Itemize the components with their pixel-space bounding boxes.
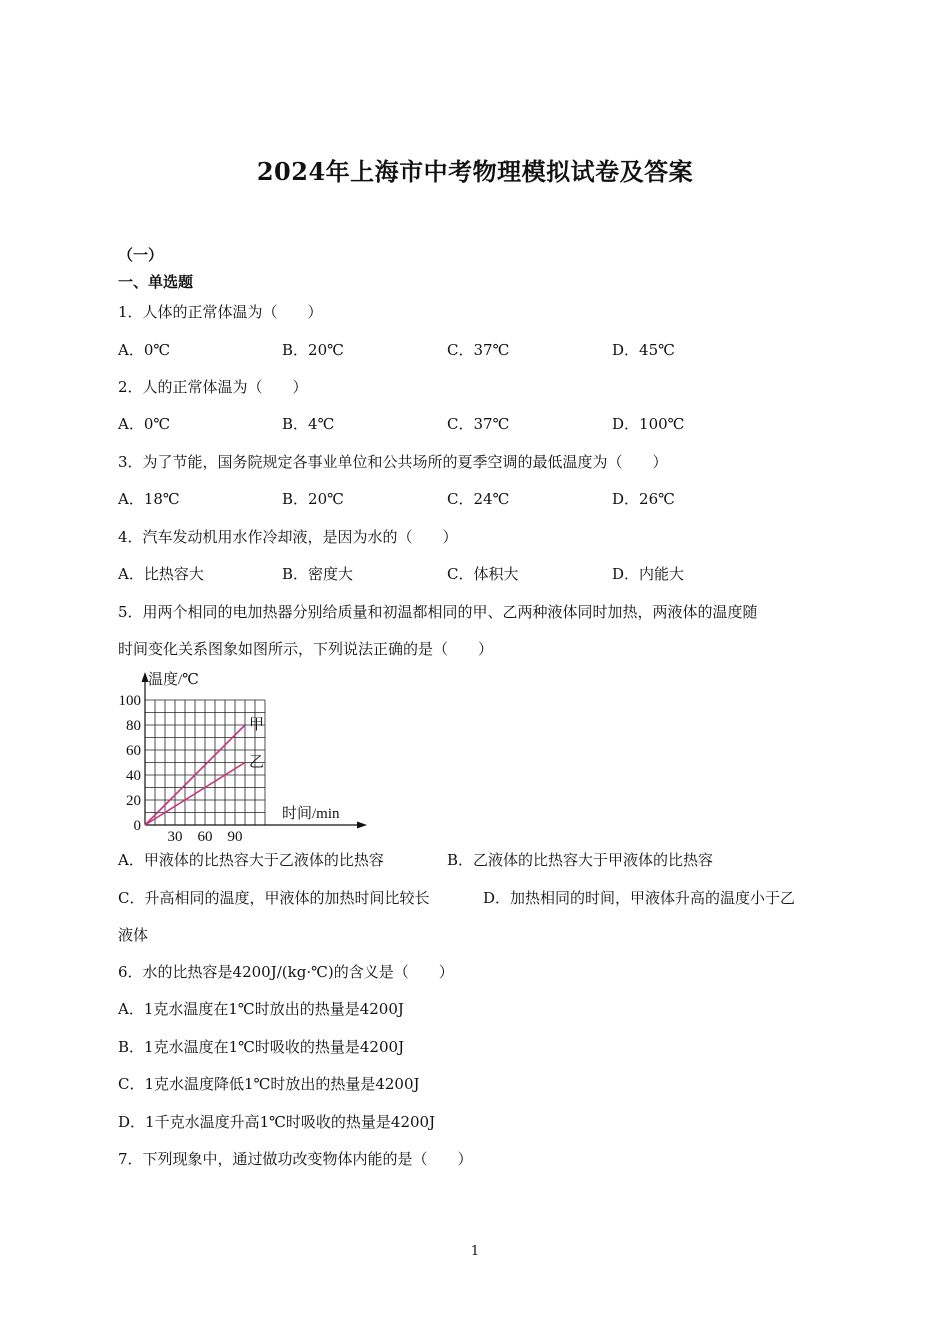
question-1-stem: 1．人体的正常体温为（ ） — [118, 303, 323, 321]
question-3-option-a: A．18℃ — [118, 490, 180, 508]
question-1-option-b: B．20℃ — [282, 341, 344, 359]
section-heading: 一、单选题 — [118, 273, 194, 291]
page-number: 1 — [470, 1244, 480, 1259]
y-tick-label: 80 — [126, 718, 141, 734]
question-5-stem-line2: 时间变化关系图象如图所示，下列说法正确的是（ ） — [118, 640, 494, 658]
x-tick-label: 60 — [197, 829, 213, 844]
series-label-2: 乙 — [249, 754, 265, 771]
question-6-stem: 6．水的比热容是4200J/(kg·℃)的含义是（ ） — [118, 963, 454, 981]
question-1-option-a: A．0℃ — [118, 341, 171, 359]
question-6-option-c: C．1克水温度降低1℃时放出的热量是4200J — [118, 1075, 420, 1093]
question-1-option-d: D．45℃ — [612, 341, 675, 359]
y-tick-label: 20 — [126, 793, 141, 809]
question-3-stem: 3．为了节能，国务院规定各事业单位和公共场所的夏季空调的最低温度为（ ） — [118, 453, 668, 471]
question-5-option-d-continued: 液体 — [118, 926, 149, 944]
y-tick-label: 40 — [126, 768, 141, 784]
question-4-option-b: B．密度大 — [282, 565, 354, 583]
question-5-option-b: B．乙液体的比热容大于甲液体的比热容 — [447, 851, 714, 869]
y-axis-title: 温度/℃ — [148, 672, 199, 688]
y-tick-label: 0 — [133, 818, 141, 834]
part-label: （一） — [118, 246, 164, 264]
page-title: 2024年上海市中考物理模拟试卷及答案 — [256, 157, 694, 186]
question-3-option-b: B．20℃ — [282, 490, 344, 508]
question-2-stem: 2．人的正常体温为（ ） — [118, 378, 308, 396]
x-axis-title: 时间/min — [282, 806, 340, 822]
x-axis-arrow — [357, 822, 367, 829]
question-4-stem: 4．汽车发动机用水作冷却液，是因为水的（ ） — [118, 528, 458, 546]
question-7-stem: 7．下列现象中，通过做功改变物体内能的是（ ） — [118, 1150, 473, 1168]
question-6-option-d: D．1千克水温度升高1℃时吸收的热量是4200J — [118, 1113, 436, 1131]
question-4-option-c: C．体积大 — [447, 565, 519, 583]
series-label-1: 甲 — [249, 717, 265, 733]
question-4-option-d: D．内能大 — [612, 565, 685, 583]
question-2-option-a: A．0℃ — [118, 415, 171, 433]
question-3-option-d: D．26℃ — [612, 490, 675, 508]
question-1-option-c: C．37℃ — [447, 341, 510, 359]
question-2-option-d: D．100℃ — [612, 415, 685, 433]
x-tick-label: 30 — [167, 829, 183, 844]
question-5-option-d: D．加热相同的时间，甲液体升高的温度小于乙 — [483, 889, 796, 907]
question-3-option-c: C．24℃ — [447, 490, 510, 508]
question-6-option-b: B．1克水温度在1℃时吸收的热量是4200J — [118, 1038, 405, 1056]
question-2-option-c: C．37℃ — [447, 415, 510, 433]
question-5-option-a: A．甲液体的比热容大于乙液体的比热容 — [118, 851, 384, 869]
question-6-option-a: A．1克水温度在1℃时放出的热量是4200J — [118, 1000, 404, 1018]
x-tick-label: 90 — [227, 829, 243, 844]
question-5-stem-line1: 5．用两个相同的电加热器分别给质量和初温都相同的甲、乙两种液体同时加热，两液体的温度随 — [118, 603, 758, 621]
question-2-option-b: B．4℃ — [282, 415, 335, 433]
y-tick-label: 60 — [126, 743, 141, 759]
question-5-option-c: C．升高相同的温度，甲液体的加热时间比较长 — [118, 889, 430, 907]
y-tick-label: 100 — [118, 693, 141, 709]
temperature-time-chart — [110, 668, 370, 844]
question-4-option-a: A．比热容大 — [118, 565, 204, 583]
